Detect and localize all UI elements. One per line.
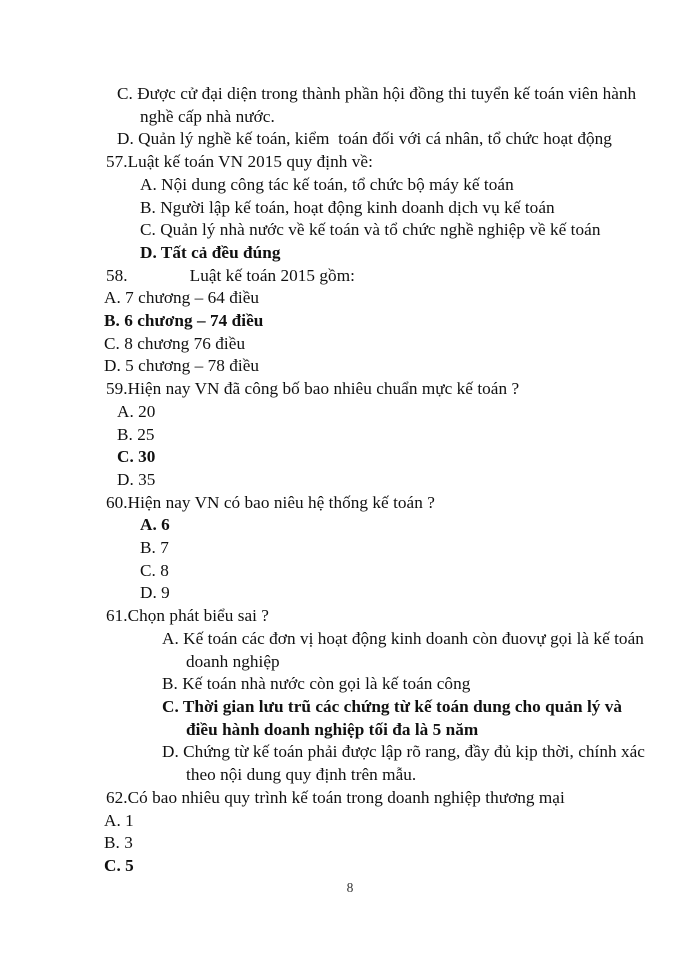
answer-line: D. 5 chương – 78 điều [104, 356, 260, 376]
answer-line-correct: C. Thời gian lưu trũ các chứng từ kế toán dung cho quản lý và [162, 696, 623, 716]
question-line-62: 62.Có bao nhiêu quy trình kế toán trong doanh nghiệp thương mại [106, 787, 565, 807]
answer-line: B. 7 [140, 538, 169, 558]
answer-wrap-line: theo nội dung quy định trên mẫu. [186, 765, 417, 785]
answer-wrap-line-correct: điều hành doanh nghiệp tối đa là 5 năm [186, 719, 479, 739]
answer-line: C. 8 [140, 560, 169, 580]
answer-line-correct: C. 5 [104, 855, 134, 875]
answer-line: D. 35 [117, 469, 156, 489]
answer-line: A. Kế toán các đơn vị hoạt động kinh doanh còn đuovự gọi là kế toán [162, 628, 644, 648]
question-line-59: 59.Hiện nay VN đã công bố bao nhiêu chuẩn mực kế toán ? [106, 379, 520, 399]
answer-line-correct: A. 6 [140, 515, 170, 535]
answer-wrap-line: doanh nghiệp [186, 651, 280, 671]
question-line-58 [0, 265, 700, 288]
answer-line: C. Được cử đại diện trong thành phần hội đồng thi tuyển kế toán viên hành [117, 84, 637, 103]
answer-line: A. Nội dung công tác kế toán, tổ chức bộ máy kế toán [140, 174, 514, 194]
answer-line: D. Quản lý nghề kế toán, kiểm toán đối với cá nhân, tổ chức hoạt động [117, 129, 612, 149]
answer-line: B. Người lập kế toán, hoạt động kinh doanh dịch vụ kế toán [140, 197, 555, 217]
question-line-61: 61.Chọn phát biểu sai ? [106, 606, 269, 626]
page-number: 8 [346, 880, 354, 895]
document-body [0, 83, 700, 878]
answer-line: C. 8 chương 76 điều [104, 333, 246, 353]
answer-wrap-line: nghề cấp nhà nước. [140, 106, 275, 126]
answer-line: A. 20 [117, 401, 156, 421]
question-number: 58. [106, 265, 128, 285]
answer-line-correct: D. Tất cả đều đúng [140, 242, 281, 262]
answer-line: A. 1 [104, 810, 134, 830]
answer-line: B. 25 [117, 424, 155, 444]
answer-line: D. 9 [140, 583, 170, 603]
answer-line: D. Chứng từ kế toán phải được lập rõ rang, đầy đủ kịp thời, chính xác [162, 742, 645, 762]
question-line-60: 60.Hiện nay VN có bao niêu hệ thống kế toán ? [106, 492, 435, 512]
answer-line: A. 7 chương – 64 điều [104, 288, 260, 308]
answer-line-correct: C. 30 [117, 447, 156, 467]
question-line-57: 57.Luật kế toán VN 2015 quy định về: [106, 152, 373, 172]
question-text: Luật kế toán 2015 gồm: [189, 265, 355, 285]
answer-line: B. 3 [104, 833, 133, 853]
answer-line: C. Quản lý nhà nước về kế toán và tổ chức nghề nghiệp về kế toán [140, 220, 601, 240]
answer-line: B. Kế toán nhà nước còn gọi là kế toán công [162, 674, 471, 694]
answer-line-correct: B. 6 chương – 74 điều [104, 311, 264, 331]
